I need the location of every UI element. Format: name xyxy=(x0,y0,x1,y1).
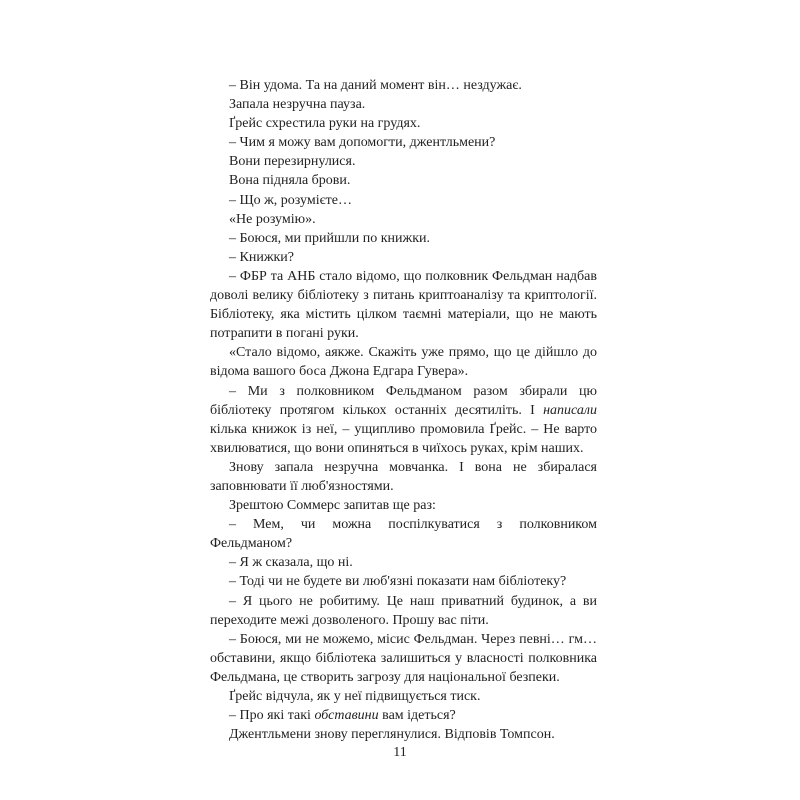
text-segment: «Стало відомо, аякже. Скажіть уже прямо, що це дійшло до відома вашого боса Джона Едгара Гувера». xyxy=(210,345,597,380)
text-segment: Знову запала незручна мовчанка. І вона не збиралася заповнювати її люб'язностями. xyxy=(210,459,597,494)
text-segment: – ФБР та АНБ стало відомо, що полковник Фельдман надбав доволі велику бібліотеку з питань криптоаналізу та криптології. Бібліотеку, яка містить цілком таємні матеріали, що не мають потрапити в погані руки. xyxy=(210,268,597,342)
paragraph xyxy=(210,248,597,267)
text-segment: – Ми з полковником Фельдманом разом збирали цю бібліотеку протягом кількох останніх десятиліть. І xyxy=(210,383,597,418)
text-segment: Вони перезирнулися. xyxy=(229,154,356,170)
text-segment: – Боюся, ми не можемо, місис Фельдман. Через певні… гм… обставини, якщо бібліотека залишиться у власності полковника Фельдмана, це створить загрозу для національної безпеки. xyxy=(210,631,597,685)
paragraph xyxy=(210,458,597,496)
paragraph xyxy=(210,191,597,210)
paragraph xyxy=(210,133,597,152)
text-segment: – Я цього не робитиму. Це наш приватний будинок, а ви переходите межі дозволеного. Прошу вас піти. xyxy=(210,593,597,628)
paragraph xyxy=(210,706,597,725)
paragraph xyxy=(210,515,597,553)
paragraph xyxy=(210,496,597,515)
text-segment: – Що ж, розумієте… xyxy=(229,192,352,208)
text-segment: – Книжки? xyxy=(229,249,295,265)
text-segment: Запала незручна пауза. xyxy=(229,97,366,113)
paragraph xyxy=(210,630,597,687)
text-segment: – Тоді чи не будете ви люб'язні показати нам бібліотеку? xyxy=(229,574,567,590)
italic-text: обставини xyxy=(314,708,379,724)
text-segment: кілька книжок із неї, – ущипливо промовила Ґрейс. – Не варто хвилюватися, що вони опиняться в чиїхось руках, крім наших. xyxy=(210,421,597,456)
paragraph xyxy=(210,572,597,591)
text-segment: Ґрейс схрестила руки на грудях. xyxy=(229,116,421,132)
paragraph xyxy=(210,343,597,381)
text-segment: – Про які такі xyxy=(229,708,315,724)
text-segment: – Мем, чи можна поспілкуватися з полковником Фельдманом? xyxy=(210,517,597,552)
page-number: 11 xyxy=(393,745,407,760)
italic-text: написали xyxy=(543,402,597,418)
text-segment: – Я ж сказала, що ні. xyxy=(229,555,353,571)
paragraph xyxy=(210,210,597,229)
text-segment: Зрештою Соммерс запитав ще раз: xyxy=(229,498,436,514)
paragraph xyxy=(210,267,597,343)
body-text xyxy=(210,76,597,744)
paragraph xyxy=(210,95,597,114)
text-segment: – Він удома. Та на даний момент він… нездужає. xyxy=(229,78,522,93)
text-segment: вам ідеться? xyxy=(378,708,456,724)
paragraph xyxy=(210,114,597,133)
text-segment: – Чим я можу вам допомогти, джентльмени? xyxy=(229,135,496,151)
paragraph xyxy=(210,725,597,744)
text-segment: – Боюся, ми прийшли по книжки. xyxy=(229,230,430,246)
paragraph xyxy=(210,592,597,630)
paragraph xyxy=(210,152,597,171)
text-segment: «Не розумію». xyxy=(229,211,316,227)
text-segment: Джентльмени знову переглянулися. Відповів Томпсон. xyxy=(229,727,555,743)
text-segment: Ґрейс відчула, як у неї підвищується тиск. xyxy=(229,689,481,704)
paragraph xyxy=(210,229,597,248)
paragraph xyxy=(210,687,597,706)
text-segment: Вона підняла брови. xyxy=(229,173,351,189)
paragraph xyxy=(210,76,597,95)
paragraph xyxy=(210,171,597,190)
paragraph xyxy=(210,553,597,572)
paragraph xyxy=(210,382,597,458)
